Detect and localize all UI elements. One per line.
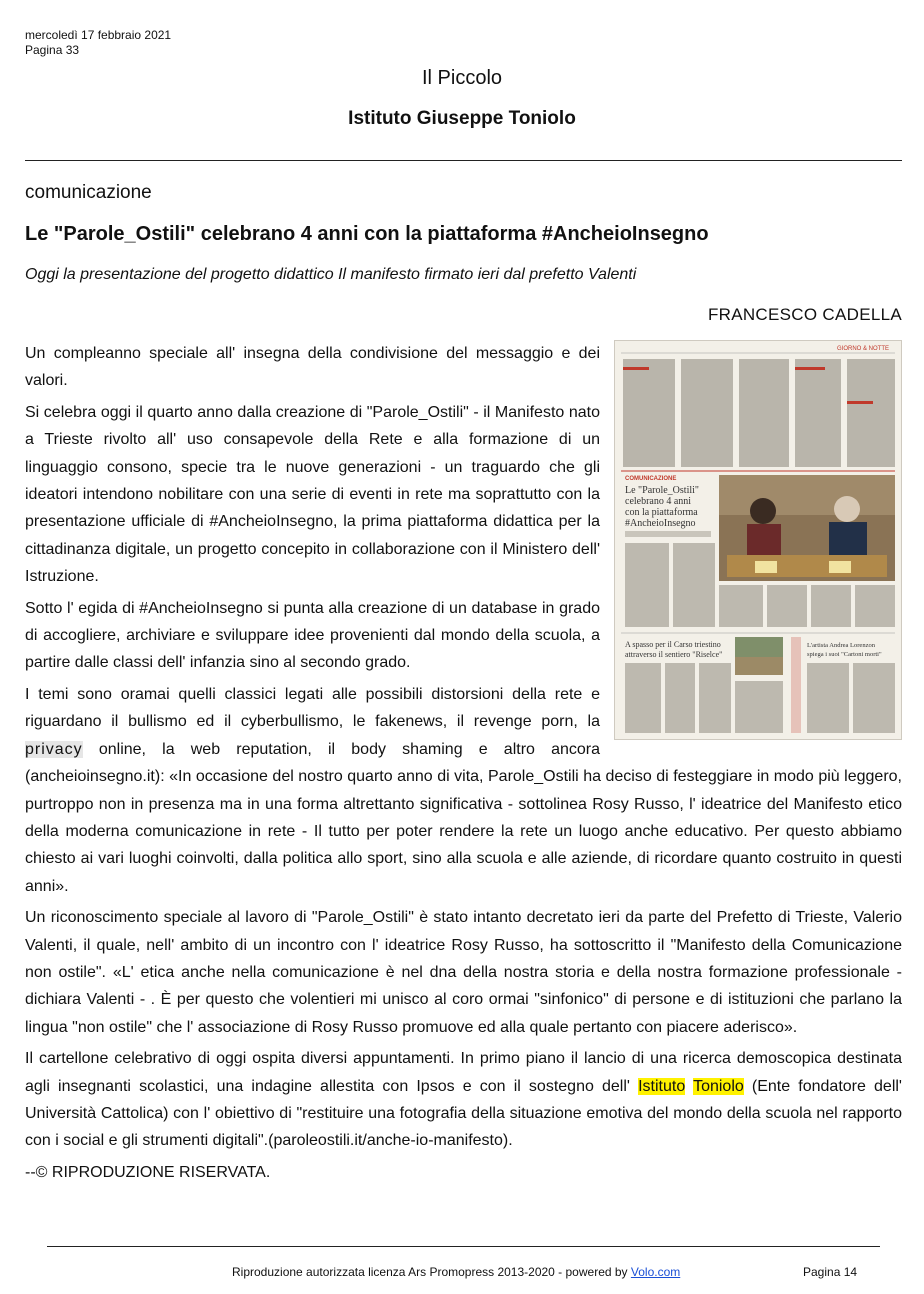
clip-bottom-left-line: attraverso il sentiero "Riselce"	[625, 650, 723, 659]
paragraph: Un compleanno speciale all' insegna della condivisione del messaggio e dei valori.	[25, 345, 600, 390]
header-divider	[25, 160, 902, 161]
footer-link[interactable]: Volo.com	[630, 1265, 681, 1279]
paragraph-text: Il cartellone celebrativo di oggi ospita diversi appuntamenti. In primo piano il lancio di una ricerca demoscopica destinata agli insegnanti scolastici, una indagine allestita con Ipsos e con il sostegno dell'	[25, 1050, 902, 1095]
footer-page-number: Pagina 14	[803, 1265, 858, 1279]
page-meta	[25, 28, 171, 58]
clip-headline-line: con la piattaforma	[625, 507, 698, 518]
paragraph-text: I temi sono oramai quelli classici legati alle possibili distorsioni della rete e riguardano il bullismo ed il cyberbullismo, le fakenews, il revenge porn, la	[25, 685, 600, 731]
footer-text: Riproduzione autorizzata licenza Ars Promopress 2013-2020 - powered by	[232, 1265, 631, 1279]
clip-kicker: COMUNICAZIONE	[625, 476, 677, 482]
footer-license	[232, 1265, 680, 1279]
article-body	[25, 340, 902, 1190]
meta-page: Pagina 33	[25, 43, 80, 57]
paragraph	[25, 1045, 902, 1155]
paragraph: Si celebra oggi il quarto anno dalla creazione di "Parole_Ostili" - il Manifesto nato a Trieste rivolto all' uso consapevole della Rete e alla formazione di un linguaggio consono, specie tra le nuove generazioni - un traguardo che gli ideatori intendono nobilitare con una serie di eventi in rete ma soprattutto con la presentazione ufficiale di #AncheioInsegno, la prima piattaforma didattica per la cittadinanza digitale, un progetto concepito in collaborazione con il Ministero dell' Istruzione.	[25, 403, 600, 586]
clipping-illustration	[615, 341, 901, 739]
meta-date: mercoledì 17 febbraio 2021	[25, 28, 172, 42]
clip-bottom-left-title	[625, 640, 723, 659]
paragraph: Un riconoscimento speciale al lavoro di "Parole_Ostili" è stato intanto decretato ieri da parte del Prefetto di Trieste, Valerio Valenti, il quale, nell' ambito di un incontro con l' ideatrice Rosy Russo, ha sottoscritto il "Manifesto della Comunicazione non ostile". «L' etica anche nella comunicazione è nel dna della nostra storia e della nostra formazione professionale - dichiara Valenti - . È per questo che volentieri mi unisco al coro ormai "sinfonico" di persone e di istituzioni che parlano la lingua "non ostile" che l' associazione di Rosy Russo promuove ed alla quale pertanto con piacere aderisco».	[25, 909, 902, 1036]
clip-masthead: GIORNO & NOTTE	[837, 346, 890, 352]
newspaper-clipping-image	[614, 340, 902, 740]
clip-headline-line: celebrano 4 anni	[625, 496, 692, 507]
institution-name: Istituto Giuseppe Toniolo	[348, 108, 576, 129]
clip-headline-line: Le "Parole_Ostili"	[625, 485, 699, 496]
clip-bottom-right-line: spiega i suoi "Cartoni morti"	[807, 651, 882, 658]
section-label: comunicazione	[25, 182, 152, 203]
highlighted-keyword: Istituto	[638, 1077, 686, 1095]
paragraph-text: online, la web reputation, il body shaming e altro ancora (ancheioinsegno.it): «In occasione del nostro quarto anno di vita, Parole_Ostili ha deciso di festeggiare in modo più leggero, purtroppo non in presenza ma in una forma altrettanto significativa - sottolinea Rosy Russo, l' ideatrice del Manifesto etico della moderna comunicazione in rete - Il tutto per poter rendere la rete un luogo anche educativo. Per questo abbiamo chiesto ai vari luoghi coinvolti, dalla politica allo sport, sino alla scuola e alle aziende, di ricordare quanto costruito in questi anni».	[25, 740, 902, 895]
article-headline: Le "Parole_Ostili" celebrano 4 anni con la piattaforma #AncheioInsegno	[25, 223, 709, 245]
copyright-notice: --© RIPRODUZIONE RISERVATA.	[25, 1163, 271, 1181]
paragraph: Sotto l' egida di #AncheioInsegno si punta alla creazione di un database in grado di accogliere, archiviare e sviluppare idee provenienti dal mondo della scuola, a partire dalle classi dell' infanzia sino al secondo grado.	[25, 599, 600, 672]
article-subheadline: Oggi la presentazione del progetto didattico Il manifesto firmato ieri dal prefetto Valenti	[25, 266, 637, 283]
footer-divider	[47, 1246, 880, 1247]
article-author: FRANCESCO CADELLA	[707, 305, 902, 324]
highlighted-keyword: Toniolo	[693, 1077, 744, 1095]
clip-bottom-right-line: L'artista Andrea Lorenzon	[807, 642, 875, 649]
paragraph-text: (Ente fondatore dell' Università Cattolica) con l' obiettivo di "restituire una fotografia della situazione emotiva del mondo della scuola nel rapporto con i social e gli strumenti digitali".(paroleostili.it/anche-io-manifesto).	[25, 1077, 902, 1150]
clip-headline-line: #AncheioInsegno	[625, 518, 696, 529]
highlighted-keyword: privacy	[25, 740, 83, 758]
publication-name: Il Piccolo	[421, 67, 503, 89]
clip-headline	[625, 485, 701, 529]
clip-bottom-left-line: A spasso per il Carso triestino	[625, 640, 721, 649]
